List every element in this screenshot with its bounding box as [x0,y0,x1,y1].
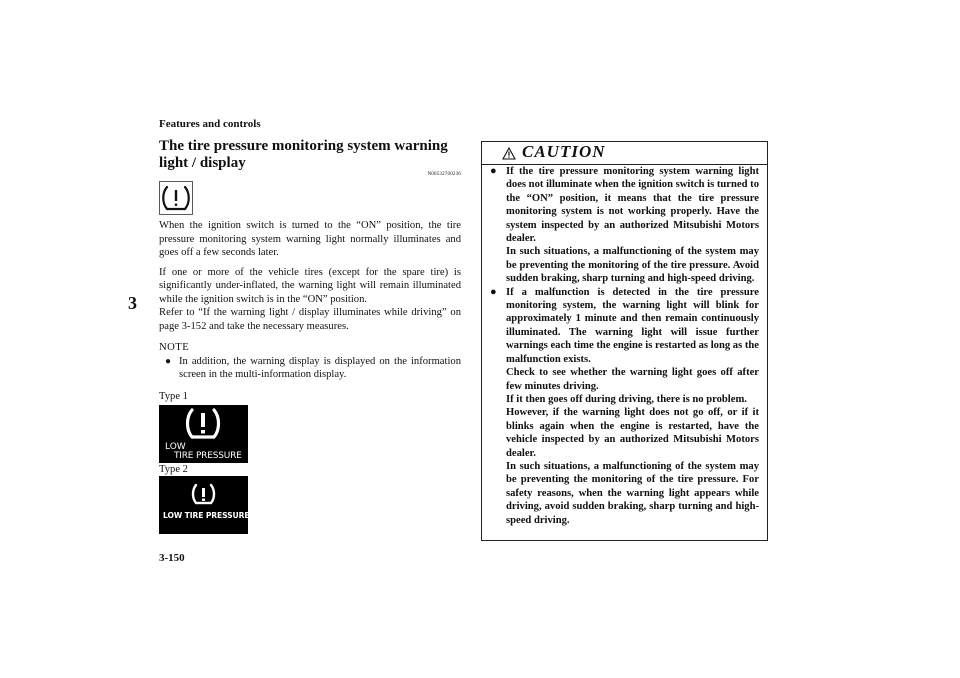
tire-pressure-warning-icon [159,476,248,510]
tire-pressure-warning-icon [159,181,193,215]
bullet-icon: ● [490,165,497,177]
caution-header [482,142,767,165]
bullet-icon: ● [490,285,497,298]
caution-item-1-text-1: If the tire pressure monitoring system warning light does not illuminate when the ignition switch is turned to the “ON” position, it means that the tire pressure monitoring system is not working properly. Have the system inspected by an authorized Mitsubishi Motors dealer. [506,166,759,245]
paragraph-1: When the ignition switch is turned to the “ON” position, the tire pressure monitoring system warning light normally illuminates and goes off a few seconds later. [159,220,461,258]
note-text: In addition, the warning display is displayed on the information screen in the multi-information display. [179,355,461,380]
type2-label: Type 2 [159,463,188,475]
caution-item-2-text-5: In such situations, a malfunctioning of the system may be preventing the monitoring of the tire pressure. For safety reasons, when the warning light appears while driving, avoid sudden braking, sharp turning and high-speed driving. [506,460,759,526]
caution-item-1-text-2: In such situations, a malfunctioning of the system may be preventing the monitoring of the tire pressure. Avoid sudden braking, sharp turning and high-speed driving. [506,246,759,285]
type1-display [159,405,248,463]
note-item [159,355,461,382]
paragraph-2: If one or more of the vehicle tires (except for the spare tire) is significantly under-inflated, the warning light will remain illuminated while the ignition switch is in the “ON” position. [159,266,461,305]
caution-item-2-text-4: However, if the warning light does not go off, or if it blinks again when the engine is restarted, have the vehicle inspected by an authorized Mitsubishi Motors dealer. [506,407,759,459]
page-number: 3-150 [159,552,185,564]
main-column [159,138,461,534]
type2-display [159,476,248,534]
caution-item-2 [482,286,767,527]
caution-item-2-text-1: If a malfunction is detected in the tire pressure monitoring system, the warning light will blink for approximately 1 minute and then remain continuously illuminated. The warning light will issue further warnings each time the engine is restarted as long as the malfunction exists. [506,286,759,365]
document-code: N00532700236 [427,172,461,177]
chapter-number: 3 [128,293,137,313]
caution-item-2-text-2: Check to see whether the warning light goes off after few minutes driving. [506,367,759,392]
type1-label: Type 1 [159,390,188,402]
type2-text: LOW TIRE PRESSURE [163,510,250,520]
type1-text-line2: TIRE PRESSURE [174,450,242,461]
bullet-icon: ● [165,355,172,367]
caution-box [481,141,768,541]
caution-item-1 [482,165,767,286]
warning-triangle-icon [502,147,516,160]
note-label: NOTE [159,342,190,353]
running-header: Features and controls [159,118,261,130]
type1-text-line1: LOW [165,441,186,452]
paragraph-3: Refer to “If the warning light / display illuminates while driving” on page 3-152 and take the necessary measures. [159,307,461,332]
caution-title: CAUTION [522,142,606,161]
caution-item-2-text-3: If it then goes off during driving, there is no problem. [506,393,747,405]
section-title: The tire pressure monitoring system warning light / display [159,138,448,171]
tire-pressure-warning-icon [159,405,248,445]
